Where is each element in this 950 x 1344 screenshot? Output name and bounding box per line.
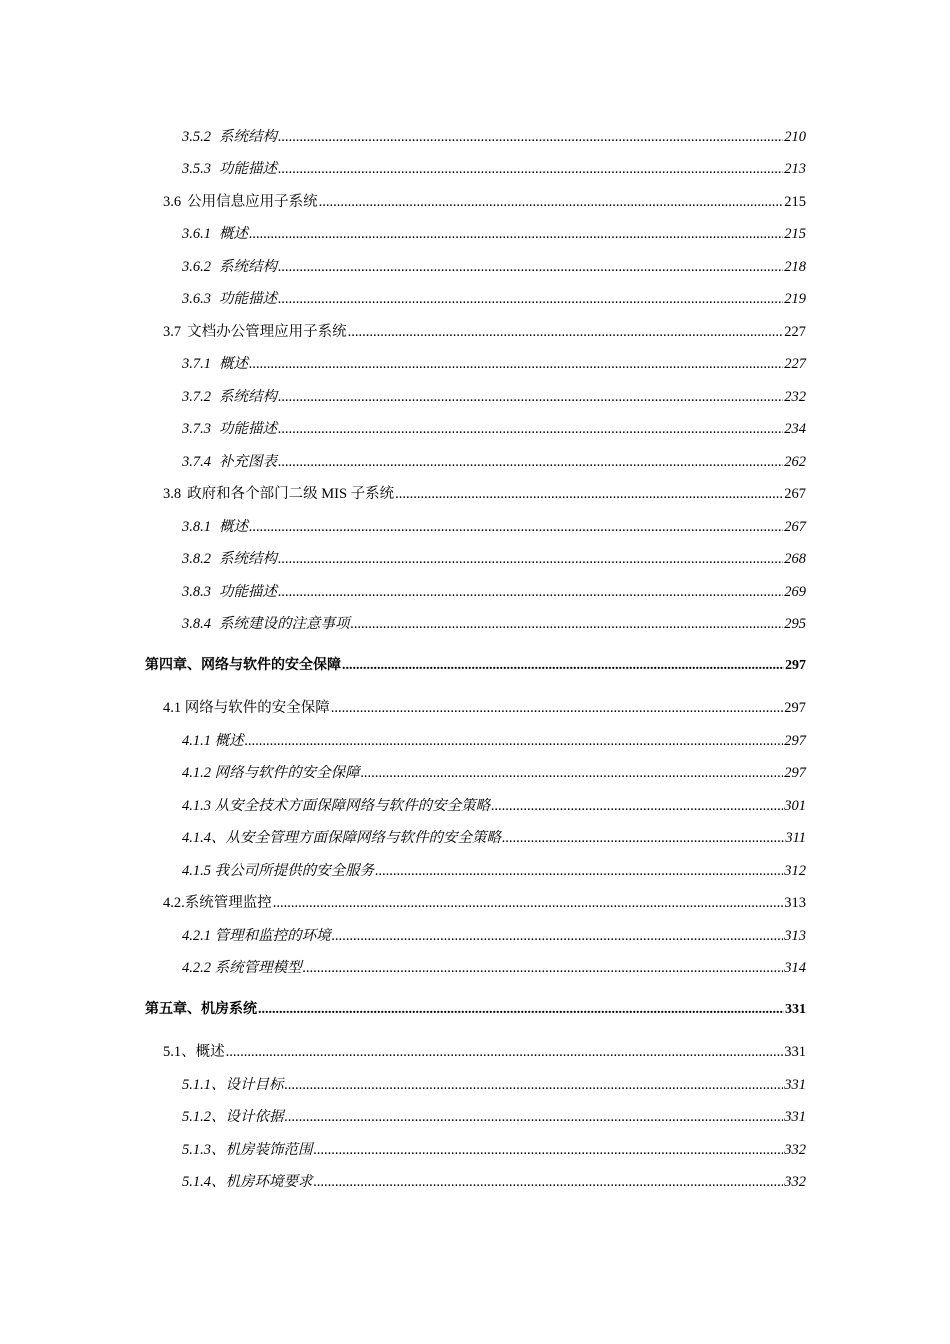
toc-entry[interactable] (182, 1075, 806, 1095)
toc-title: 系统建设的注意事项 (219, 616, 350, 632)
toc-page: 331 (784, 1077, 806, 1093)
toc-title: 4.1.3 从安全技术方面保障网络与软件的安全策略 (182, 798, 491, 814)
toc-title: 5.1.3、机房装饰范围 (182, 1142, 313, 1158)
toc-title: 功能描述 (219, 584, 277, 600)
toc-page: 301 (784, 798, 806, 814)
toc-title: 公用信息应用子系统 (187, 194, 318, 210)
toc-number: 3.5.3 (182, 161, 211, 177)
toc-entry[interactable] (182, 452, 806, 472)
toc-title: 功能描述 (219, 161, 277, 177)
leader-dots (314, 1140, 784, 1160)
toc-page: 213 (784, 161, 806, 177)
toc-page: 314 (784, 960, 806, 976)
leader-dots (273, 893, 784, 913)
toc-title: 补充图表 (219, 454, 277, 470)
leader-dots (249, 517, 783, 537)
toc-entry[interactable] (182, 731, 806, 751)
toc-title: 4.1.2 网络与软件的安全保障 (182, 765, 360, 781)
toc-title: 4.2.系统管理监控 (163, 895, 272, 911)
toc-entry[interactable] (182, 614, 806, 634)
toc-page: 210 (784, 129, 806, 145)
toc-number: 3.6.1 (182, 226, 211, 242)
toc-title: 系统结构 (219, 551, 277, 567)
toc-number: 3.8.4 (182, 616, 211, 632)
leader-dots (278, 419, 783, 439)
toc-entry[interactable] (163, 893, 806, 913)
toc-entry[interactable] (182, 127, 806, 147)
toc-page: 262 (784, 454, 806, 470)
leader-dots (319, 192, 784, 212)
toc-page: 215 (784, 194, 806, 210)
toc-title: 5.1.4、机房环境要求 (182, 1174, 313, 1190)
toc-entry[interactable] (182, 387, 806, 407)
toc-entry[interactable] (182, 796, 806, 816)
toc-page: 332 (784, 1174, 806, 1190)
toc-page: 295 (784, 616, 806, 632)
toc-entry[interactable] (182, 926, 806, 946)
toc-title: 概述 (219, 519, 248, 535)
toc-page: 227 (784, 356, 806, 372)
leader-dots (245, 731, 784, 751)
leader-dots (249, 224, 783, 244)
leader-dots (332, 926, 784, 946)
toc-number: 3.5.2 (182, 129, 211, 145)
toc-page: 313 (784, 895, 806, 911)
toc-page: 267 (784, 519, 806, 535)
toc-page: 227 (784, 324, 806, 340)
toc-page: 332 (784, 1142, 806, 1158)
toc-number: 3.7.2 (182, 389, 211, 405)
leader-dots (278, 289, 783, 309)
toc-title: 4.2.2 系统管理模型 (182, 960, 302, 976)
toc-entry[interactable] (163, 1042, 806, 1062)
leader-dots (278, 159, 783, 179)
toc-number: 3.7.1 (182, 356, 211, 372)
toc-page: 331 (784, 1109, 806, 1125)
toc-entry[interactable] (163, 322, 806, 342)
toc-entry[interactable] (182, 958, 806, 978)
leader-dots (314, 1172, 784, 1192)
toc-title: 5.1.1、设计目标 (182, 1077, 284, 1093)
leader-dots (375, 861, 783, 881)
toc-title: 第四章、网络与软件的安全保障 (145, 658, 341, 673)
toc-entry[interactable] (182, 582, 806, 602)
leader-dots (285, 1075, 784, 1095)
toc-title: 4.1.4、从安全管理方面保障网络与软件的安全策略 (182, 830, 501, 846)
toc-title: 功能描述 (219, 291, 277, 307)
toc-number: 3.8.2 (182, 551, 211, 567)
leader-dots (278, 452, 783, 472)
toc-entry[interactable] (182, 763, 806, 783)
toc-page: 232 (784, 389, 806, 405)
toc-page: 234 (784, 421, 806, 437)
toc-title: 4.2.1 管理和监控的环境 (182, 928, 331, 944)
toc-number: 3.8.3 (182, 584, 211, 600)
toc-number: 3.8.1 (182, 519, 211, 535)
toc-entry[interactable] (182, 1107, 806, 1127)
toc-page: 297 (784, 700, 806, 716)
toc-title: 文档办公管理应用子系统 (187, 324, 347, 340)
toc-number: 3.7 (163, 324, 182, 340)
toc-page: 312 (784, 863, 806, 879)
toc-page: 297 (784, 733, 806, 749)
toc-number: 3.7.4 (182, 454, 211, 470)
toc-chapter[interactable] (145, 1000, 806, 1020)
toc-title: 4.1.1 概述 (182, 733, 244, 749)
leader-dots (491, 796, 783, 816)
toc-page: 331 (784, 1044, 806, 1060)
leader-dots (502, 828, 784, 848)
leader-dots (249, 354, 783, 374)
leader-dots (278, 582, 783, 602)
toc-page: 311 (785, 830, 806, 846)
toc-title: 概述 (219, 356, 248, 372)
toc-title: 5.1.2、设计依据 (182, 1109, 284, 1125)
toc-entry[interactable] (182, 354, 806, 374)
toc-entry[interactable] (163, 192, 806, 212)
toc-number: 3.6 (163, 194, 182, 210)
leader-dots (303, 958, 784, 978)
toc-entry[interactable] (163, 698, 806, 718)
toc-entry[interactable] (182, 289, 806, 309)
toc-page: 313 (784, 928, 806, 944)
leader-dots (278, 387, 783, 407)
leader-dots (395, 484, 783, 504)
toc-page: 218 (784, 259, 806, 275)
toc-title: 第五章、机房系统 (145, 1002, 257, 1017)
toc-page: 215 (784, 226, 806, 242)
leader-dots (361, 763, 784, 783)
toc-title: 功能描述 (219, 421, 277, 437)
leader-dots (278, 257, 783, 277)
toc-page: 297 (785, 658, 806, 673)
leader-dots (258, 1000, 784, 1020)
toc-title: 系统结构 (219, 129, 277, 145)
leader-dots (351, 614, 784, 634)
toc-page: 269 (784, 584, 806, 600)
toc-entry[interactable] (163, 484, 806, 504)
leader-dots (278, 127, 783, 147)
toc-entry[interactable] (182, 224, 806, 244)
toc-entry[interactable] (182, 861, 806, 881)
leader-dots (278, 549, 783, 569)
toc-page: 267 (784, 486, 806, 502)
toc-entry[interactable] (182, 419, 806, 439)
toc-page: 331 (785, 1002, 806, 1017)
toc-title: 系统结构 (219, 389, 277, 405)
leader-dots (285, 1107, 784, 1127)
toc-page: 297 (784, 765, 806, 781)
toc-title: 4.1 网络与软件的安全保障 (163, 700, 330, 716)
toc-number: 3.6.3 (182, 291, 211, 307)
toc-entry[interactable] (182, 257, 806, 277)
toc-entry[interactable] (182, 549, 806, 569)
toc-entry[interactable] (182, 828, 806, 848)
toc-entry[interactable] (182, 159, 806, 179)
toc-entry[interactable] (182, 1172, 806, 1192)
toc-number: 3.6.2 (182, 259, 211, 275)
leader-dots (342, 656, 784, 676)
toc-entry[interactable] (182, 1140, 806, 1160)
toc-page: 268 (784, 551, 806, 567)
toc-title: 5.1、概述 (163, 1044, 225, 1060)
leader-dots (348, 322, 784, 342)
leader-dots (331, 698, 784, 718)
toc-number: 3.7.3 (182, 421, 211, 437)
toc-title: 政府和各个部门二级 MIS 子系统 (187, 486, 395, 502)
leader-dots (226, 1042, 784, 1062)
toc-page: 219 (784, 291, 806, 307)
toc-title: 4.1.5 我公司所提供的安全服务 (182, 863, 375, 879)
toc-title: 概述 (219, 226, 248, 242)
toc-number: 3.8 (163, 486, 182, 502)
toc-title: 系统结构 (219, 259, 277, 275)
toc-entry[interactable] (182, 517, 806, 537)
toc-chapter[interactable] (145, 656, 806, 676)
